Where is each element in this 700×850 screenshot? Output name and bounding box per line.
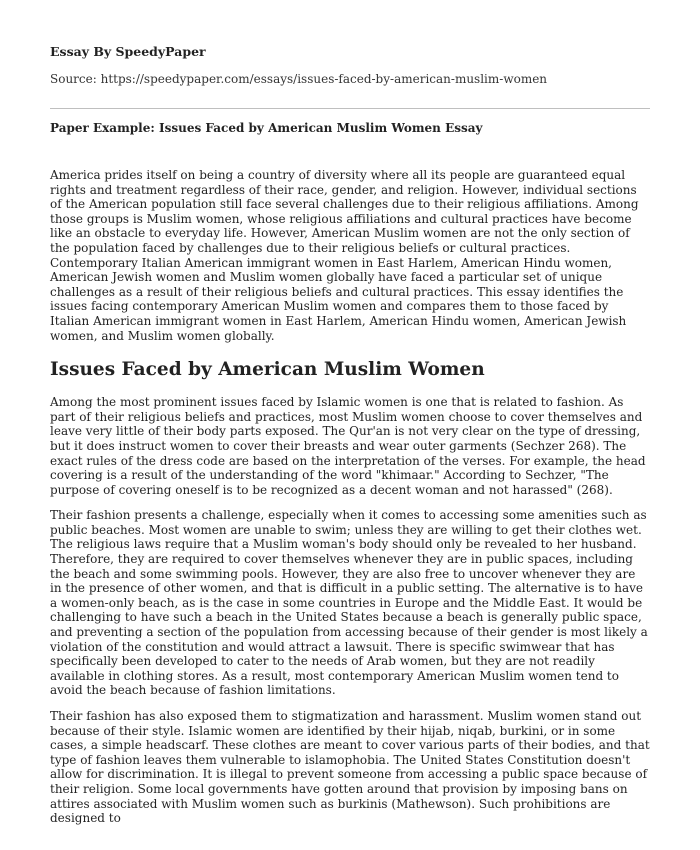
paper-title: Paper Example: Issues Faced by American Muslim Women Essay: [50, 121, 483, 135]
header-divider: [50, 108, 650, 109]
body-paragraph: Their fashion has also exposed them to stigmatization and harassment. Muslim women stand out because of their style. Islamic women are identified by their hijab, niqab, burkini, or in some cases, a simple headscarf. These clothes are meant to cover various parts of their bodies, and that type of fashion leaves them vulnerable to islamophobia. The United States Constitution doesn't allow for discrimination. It is illegal to prevent someone from accessing a public space because of their religion. Some local governments have gotten around that provision by imposing bans on attires associated with Muslim women such as burkinis (Mathewson). Such prohibitions are designed to: [50, 709, 650, 826]
section-heading: Issues Faced by American Muslim Women: [50, 359, 485, 381]
body-paragraph: Their fashion presents a challenge, especially when it comes to accessing some amenities such as public beaches. Most women are unable to swim; unless they are willing to get their clothes wet. The religious laws require that a Muslim woman's body should only be revealed to her husband. Therefore, they are required to cover themselves whenever they are in public spaces, including the beach and some swimming pools. However, they are also free to uncover whenever they are in the presence of other women, and that is difficult in a public setting. The alternative is to have a women-only beach, as is the case in some countries in Europe and the Middle East. It would be challenging to have such a beach in the United States because a beach is generally public space, and preventing a section of the population from accessing because of their gender is most likely a violation of the constitution and would attract a lawsuit. There is specific swimwear that has specifically been developed to cater to the needs of Arab women, but they are not readily available in clothing stores. As a result, most contemporary American Muslim women tend to avoid the beach because of fashion limitations.: [50, 508, 648, 698]
essay-body: [50, 168, 650, 837]
brand-title: Essay By SpeedyPaper: [50, 44, 206, 59]
intro-paragraph: America prides itself on being a country of diversity where all its people are guaranteed equal rights and treatment regardless of their race, gender, and religion. However, individual sections of the American population still face several challenges due to their religious affiliations. Among those groups is Muslim women, whose religious affiliations and cultural practices have become like an obstacle to everyday life. However, American Muslim women are not the only section of the population faced by challenges due to their religious beliefs or cultural practices. Contemporary Italian American immigrant women in East Harlem, American Hindu women, American Jewish women and Muslim women globally have faced a particular set of unique challenges as a result of their religious beliefs and cultural practices. This essay identifies the issues facing contemporary American Muslim women and compares them to those faced by Italian American immigrant women in East Harlem, American Hindu women, American Jewish women, and Muslim women globally.: [50, 168, 639, 343]
source-line: Source: https://speedypaper.com/essays/issues-faced-by-american-muslim-women: [50, 72, 548, 86]
body-paragraph: Among the most prominent issues faced by Islamic women is one that is related to fashion. As part of their religious beliefs and practices, most Muslim women choose to cover themselves and leave very little of their body parts exposed. The Qur'an is not very clear on the type of dressing, but it does instruct women to cover their breasts and wear outer garments (Sechzer 268). The exact rules of the dress code are based on the interpretation of the verses. For example, the head covering is a result of the understanding of the word "khimaar." According to Sechzer, "The purpose of covering oneself is to be recognized as a decent woman and not harassed" (268).: [50, 395, 646, 497]
